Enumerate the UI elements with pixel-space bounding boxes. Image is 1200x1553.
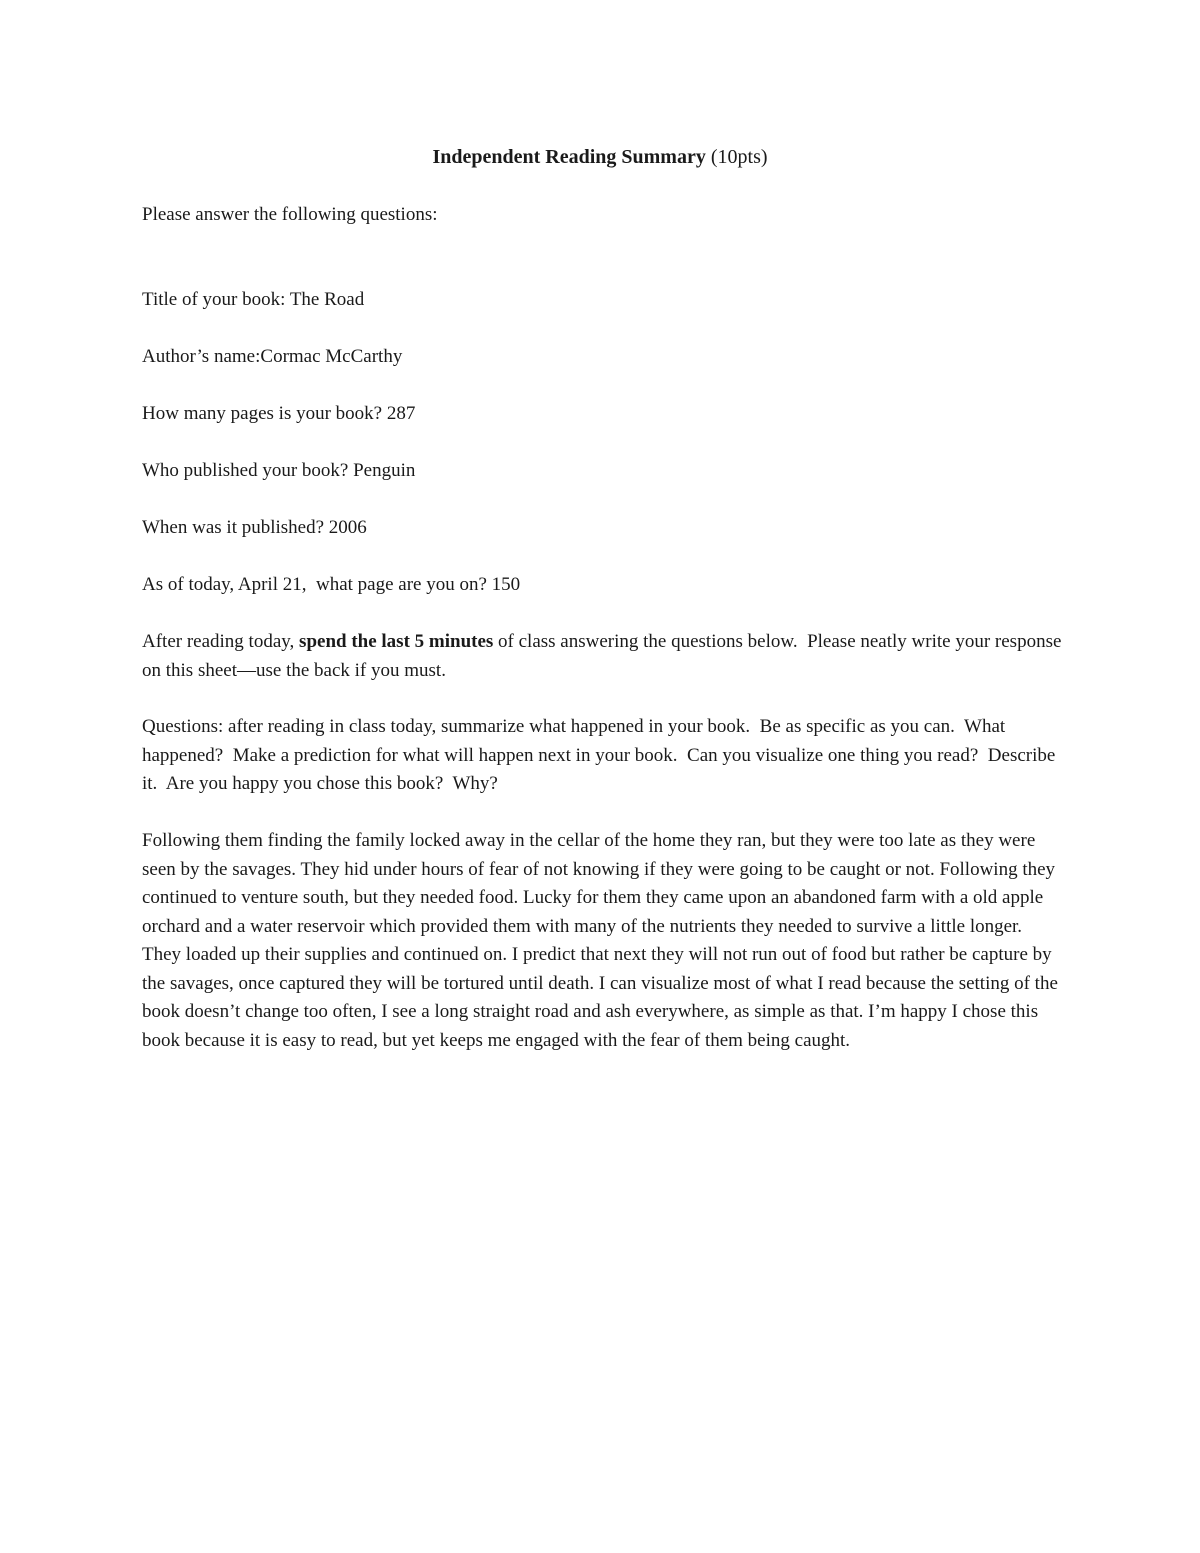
field-title bbox=[142, 286, 364, 314]
instructions: Please answer the following questions: bbox=[142, 204, 438, 225]
field-pages bbox=[142, 400, 415, 428]
field-value: 150 bbox=[491, 574, 521, 595]
field-current-page bbox=[142, 571, 520, 599]
page-title bbox=[0, 143, 1200, 171]
field-author bbox=[142, 343, 402, 371]
questions-paragraph: Questions: after reading in class today, summarize what happened in your book. Be as specific as you can. What happened? Make a prediction for what will happen next in your book. Can you visualize one thing you read? Describe it. Are you happy you chose this book? Why? bbox=[142, 716, 1061, 794]
field-published-date bbox=[142, 514, 367, 542]
field-value: 2006 bbox=[328, 517, 367, 538]
field-label: Author’s name: bbox=[142, 346, 261, 367]
field-value: Cormac McCarthy bbox=[260, 346, 403, 367]
title-points: (10pts) bbox=[710, 146, 768, 168]
field-publisher bbox=[142, 457, 415, 485]
field-value: The Road bbox=[289, 289, 365, 310]
response-paragraph: Following them finding the family locked away in the cellar of the home they ran, but they were too late as they were seen by the savages. They hid under hours of fear of not knowing if they were going to be caught or not. Following they continued to venture south, but they needed food. Lucky for them they came upon an abandoned farm with a old apple orchard and a water reservoir which provided them with many of the nutrients they needed to survive a little longer. They loaded up their supplies and continued on. I predict that next they will not run out of food but rather be capture by the savages, once captured they will be tortured until death. I can visualize most of what I read because the setting of the book doesn’t change too often, I see a long straight road and ash everywhere, as simple as that. I’m happy I chose this book because it is easy to read, but yet keeps me engaged with the fear of them being caught. bbox=[142, 830, 1058, 1051]
field-label: As of today, April 21, what page are you on? bbox=[142, 574, 487, 595]
field-value: 287 bbox=[386, 403, 416, 424]
field-label: How many pages is your book? bbox=[142, 403, 383, 424]
after-reading-emphasis: spend the last 5 minutes bbox=[299, 631, 494, 652]
after-reading-paragraph bbox=[142, 628, 1067, 685]
field-label: When was it published? bbox=[142, 517, 325, 538]
field-value: Penguin bbox=[353, 460, 416, 481]
field-label: Title of your book: bbox=[142, 289, 286, 310]
after-reading-lead: After reading today, bbox=[142, 631, 300, 652]
title-text: Independent Reading Summary bbox=[432, 146, 706, 168]
field-label: Who published your book? bbox=[142, 460, 349, 481]
after-reading-rest: of class answering the questions below. Please neatly write your response on this sheet—use the back if you must. bbox=[142, 631, 1067, 681]
